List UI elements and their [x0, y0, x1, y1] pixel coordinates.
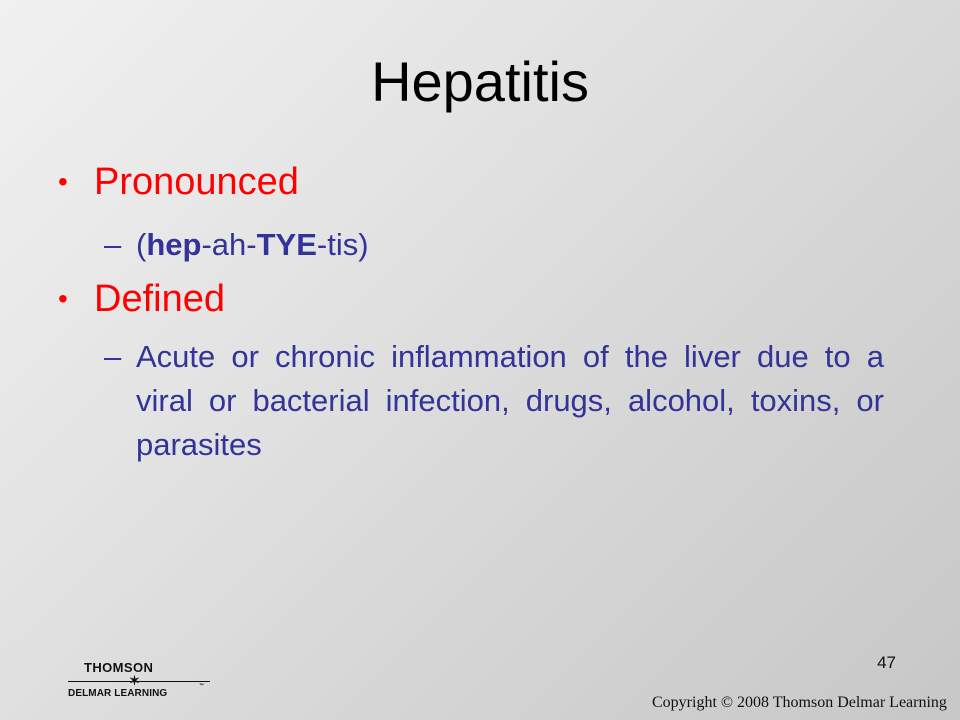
- pronunciation-open-paren: (: [136, 227, 147, 262]
- bullet-dot-icon: •: [58, 166, 68, 197]
- page-number: 47: [877, 653, 896, 672]
- bullet-pronounced: [58, 160, 299, 204]
- logo-thomson-text: THOMSON: [84, 660, 154, 675]
- logo-star-icon: ✶: [129, 673, 140, 688]
- dash-icon: –: [104, 227, 122, 262]
- dash-icon: –: [104, 339, 122, 374]
- bullet-defined: [58, 277, 225, 321]
- bullet-dot-icon: •: [58, 283, 68, 314]
- pronunciation-stressed-syllable-2: TYE: [256, 227, 317, 262]
- slide-title: Hepatitis: [371, 50, 589, 113]
- logo-trademark: ™: [199, 683, 204, 689]
- definition-line: [104, 335, 884, 467]
- definition-text: Acute or chronic inflammation of the liver due to a viral or bacterial infection, drugs, alcohol, toxins, or parasites: [136, 339, 884, 462]
- pronunciation-end: -tis): [316, 227, 369, 262]
- logo-delmar-learning-text: DELMAR LEARNING: [68, 688, 168, 699]
- pronunciation-middle: -ah-: [201, 227, 257, 262]
- copyright-text: Copyright © 2008 Thomson Delmar Learning: [652, 694, 947, 711]
- pronunciation-text: [136, 223, 369, 267]
- bullet-label-pronounced: Pronounced: [94, 161, 299, 203]
- pronunciation-line: [104, 223, 369, 267]
- bullet-label-defined: Defined: [94, 278, 225, 320]
- thomson-delmar-logo: [68, 660, 216, 706]
- pronunciation-stressed-syllable-1: hep: [146, 227, 202, 262]
